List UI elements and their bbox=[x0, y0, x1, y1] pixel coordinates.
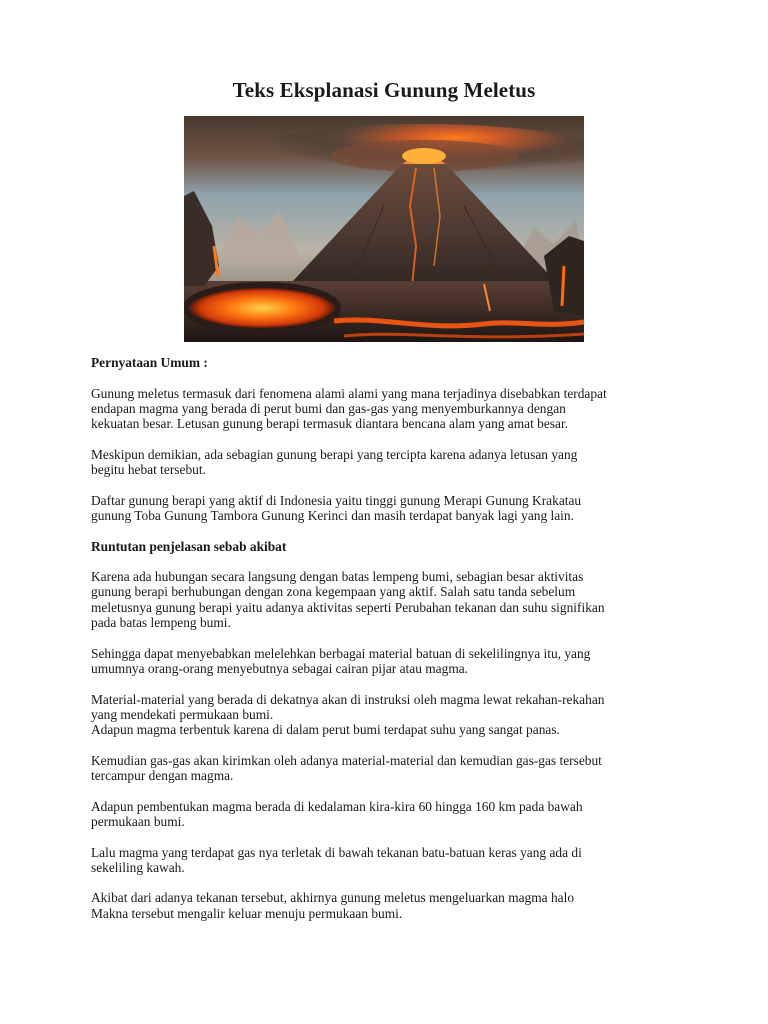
text-line: kekuatan besar. Letusan gunung berapi termasuk diantara bencana alam yang amat besar. bbox=[91, 416, 569, 432]
paragraph bbox=[91, 845, 681, 876]
text-line: Kemudian gas-gas akan kirimkan oleh adanya material-material dan kemudian gas-gas tersebut bbox=[91, 752, 602, 768]
text-line: meletusnya gunung berapi yaitu adanya aktivitas seperti Perubahan tekanan dan suhu signifikan bbox=[91, 599, 605, 615]
text-line: sekeliling kawah. bbox=[91, 859, 185, 875]
text-line: Adapun pembentukan magma berada di kedalaman kira-kira 60 hingga 160 km pada bawah bbox=[91, 798, 583, 814]
document-title: Teks Eksplanasi Gunung Meletus bbox=[232, 78, 536, 102]
text-line: Makna tersebut mengalir keluar menuju permukaan bumi. bbox=[91, 905, 403, 921]
paragraph bbox=[91, 569, 681, 630]
text-line: tercampur dengan magma. bbox=[91, 768, 234, 784]
volcano-image bbox=[184, 116, 584, 342]
paragraph bbox=[91, 386, 681, 432]
text-line: begitu hebat tersebut. bbox=[91, 462, 206, 478]
section-heading: Pernyataan Umum : bbox=[91, 355, 208, 370]
text-line: Sehingga dapat menyebabkan melelehkan berbagai material batuan di sekelilingnya itu, yang bbox=[91, 645, 591, 661]
paragraph bbox=[91, 890, 681, 921]
paragraph bbox=[91, 447, 681, 478]
text-line: permukaan bumi. bbox=[91, 813, 185, 829]
text-line: yang mendekati permukaan bumi. bbox=[91, 706, 274, 722]
volcano-eruption-illustration bbox=[184, 116, 584, 342]
text-line: Meskipun demikian, ada sebagian gunung berapi yang tercipta karena adanya letusan yang bbox=[91, 446, 578, 462]
text-line: Gunung meletus termasuk dari fenomena alami alami yang mana terjadinya disebabkan terdapat bbox=[91, 385, 607, 401]
paragraph bbox=[91, 493, 681, 524]
section-heading: Runtutan penjelasan sebab akibat bbox=[91, 538, 287, 554]
paragraph bbox=[91, 799, 681, 830]
text-line: gunung Toba Gunung Tambora Gunung Kerinci dan masih terdapat banyak lagi yang lain. bbox=[91, 507, 574, 523]
text-line: Lalu magma yang terdapat gas nya terletak di bawah tekanan batu-batuan keras yang ada di bbox=[91, 844, 582, 860]
text-line: umumnya orang-orang menyebutnya sebagai cairan pijar atau magma. bbox=[91, 660, 469, 676]
text-line: endapan magma yang berada di perut bumi dan gas-gas yang menyemburkannya dengan bbox=[91, 400, 566, 416]
paragraph bbox=[91, 646, 681, 677]
text-line: Daftar gunung berapi yang aktif di Indonesia yaitu tinggi gunung Merapi Gunung Krakatau bbox=[91, 492, 582, 508]
text-line: Adapun magma terbentuk karena di dalam perut bumi terdapat suhu yang sangat panas. bbox=[91, 722, 560, 738]
paragraph bbox=[91, 692, 681, 738]
text-line: Karena ada hubungan secara langsung dengan batas lempeng bumi, sebagian besar aktivitas bbox=[91, 569, 584, 585]
text-line: Akibat dari adanya tekanan tersebut, akhirnya gunung meletus mengeluarkan magma halo bbox=[91, 890, 575, 906]
text-line: Material-material yang berada di dekatnya akan di instruksi oleh magma lewat rekahan-rekahan bbox=[91, 691, 605, 707]
paragraph bbox=[91, 753, 681, 784]
text-line: pada batas lempeng bumi. bbox=[91, 615, 231, 631]
document-body bbox=[91, 355, 681, 936]
text-line: gunung berapi berhubungan dengan zona kegempaan yang aktif. Salah satu tanda sebelum bbox=[91, 584, 576, 600]
